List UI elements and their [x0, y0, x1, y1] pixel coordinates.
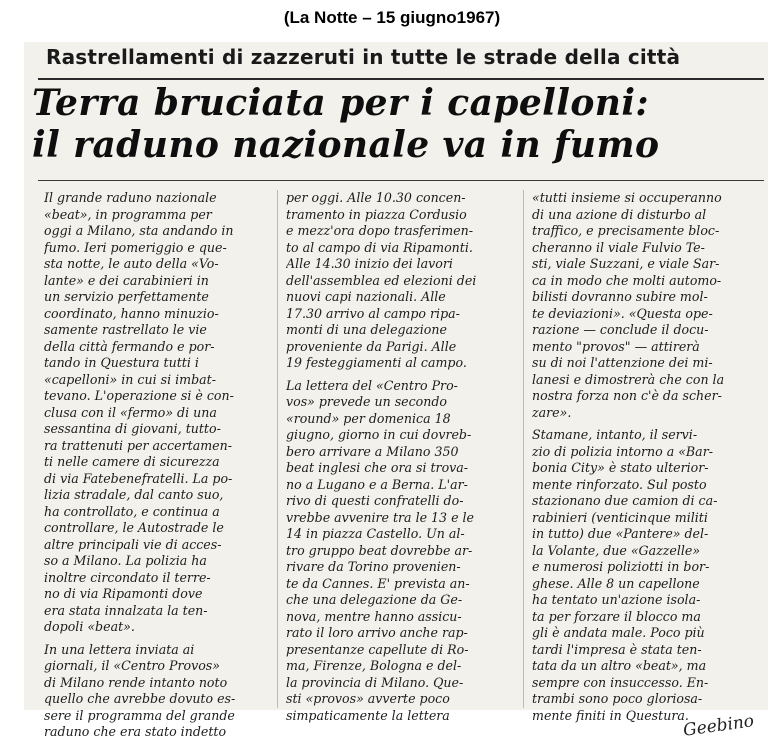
text-line: inoltre circondato il terre- [44, 569, 211, 585]
text-line: zio di polizia intorno a «Bar- [532, 443, 713, 459]
main-headline [32, 82, 768, 166]
text-line: vos» prevede un secondo [286, 394, 448, 409]
text-line: stazionano due camion di ca- [532, 493, 718, 508]
text-line: beat inglesi che ora si trova- [286, 460, 469, 475]
text-line: presentanze capellute di Ro- [286, 641, 469, 657]
headline-line: il raduno nazionale va in fumo [32, 124, 660, 166]
text-line: sessantina di giovani, tutto- [44, 421, 221, 436]
text-line: mente finiti in Questura. [532, 707, 689, 723]
article-column-3 [532, 190, 766, 724]
text-line: tando in Questura tutti i [44, 355, 199, 370]
text-line: su di noi l'attenzione dei mi- [532, 355, 713, 370]
text-line: simpaticamente la lettera [286, 707, 450, 723]
text-line: sta notte, le auto della «Vo- [44, 256, 219, 271]
text-line: clusa con il «fermo» di una [44, 404, 217, 420]
text-line: mente rinforzato. Sul posto [532, 476, 707, 492]
text-line: Stamane, intanto, il servi- [532, 427, 698, 442]
text-line: ha tentato un'azione isola- [532, 592, 701, 607]
text-line: ti nelle camere di sicurezza [44, 454, 220, 469]
text-line: ca in modo che molti automo- [532, 272, 722, 288]
text-line: ra trattenuti per accertamen- [44, 437, 232, 453]
text-line: bonia City» è stato ulterior- [532, 460, 709, 475]
text-line: coordinato, hanno minuzio- [44, 305, 219, 321]
text-line: ghese. Alle 8 un capellone [532, 575, 700, 591]
text-line: rato il loro arrivo anche rap- [286, 625, 468, 640]
text-line: no a Lugano e a Berna. L'ar- [286, 476, 468, 492]
text-line: «tutti insieme si occuperanno [532, 190, 722, 205]
text-line: 17.30 arrivo al campo ripa- [286, 305, 460, 321]
text-line: traffico, e precisamente bloc- [532, 223, 720, 238]
text-line: sti «provos» avverte poco [286, 691, 450, 706]
text-line: sempre con insuccesso. En- [532, 674, 709, 690]
text-line: 14 in piazza Castello. Un al- [286, 526, 465, 541]
text-line: vrebbe avvenire tra le 13 e le [286, 509, 475, 525]
text-line: la Volante, due «Gazzelle» [532, 542, 701, 558]
divider-rule [38, 78, 764, 80]
text-line: to al campo di via Ripamonti. [286, 239, 473, 255]
text-line: no di via Ripamonti dove [44, 586, 203, 601]
text-line: tevano. L'operazione si è con- [44, 388, 234, 403]
text-line: lizia stradale, dal canto suo, [44, 487, 224, 502]
column-divider [523, 190, 524, 708]
text-line: lante» e dei carabinieri in [44, 272, 209, 288]
text-line: altre principali vie di acces- [44, 536, 222, 552]
text-line: tramento in piazza Cordusio [286, 206, 467, 222]
text-line: quello che avrebbe dovuto es- [44, 691, 236, 706]
text-line: dopoli «beat». [44, 619, 135, 634]
text-line: so a Milano. La polizia ha [44, 553, 207, 568]
text-line: per oggi. Alle 10.30 concen- [286, 190, 466, 205]
text-line: e numerosi poliziotti in bor- [532, 559, 710, 574]
text-line: tro gruppo beat dovrebbe ar- [286, 542, 473, 558]
text-line: proveniente da Parigi. Alle [286, 338, 457, 354]
text-line: rabinieri (venticinque militi [532, 509, 708, 525]
text-line: di Milano rende intanto noto [44, 674, 228, 690]
text-line: di via Fatebenefratelli. La po- [44, 470, 233, 486]
text-line: raduno che era stato indetto [44, 724, 227, 739]
text-line: oggi a Milano, sta andando in [44, 223, 234, 238]
text-line: gli è andata male. Poco più [532, 625, 705, 640]
source-caption: (La Notte – 15 giugno1967) [283, 8, 501, 27]
text-line: razione — conclude il docu- [532, 322, 709, 337]
text-line: ma, Firenze, Bologna e del- [286, 658, 462, 673]
text-line: «capelloni» in cui si imbat- [44, 371, 216, 387]
text-line: zare». [532, 404, 572, 420]
text-line: La lettera del «Centro Pro- [286, 377, 458, 393]
text-line: nostra forza non c'è da scher- [532, 388, 722, 403]
text-line: tata da un altro «beat», ma [532, 658, 707, 673]
text-line: nova, mentre hanno assicu- [286, 608, 462, 624]
text-line: controllare, le Autostrade le [44, 520, 224, 535]
text-line: dell'assemblea ed elezioni dei [286, 272, 477, 288]
text-line: in tutto) due «Pantere» del- [532, 526, 709, 541]
text-line: la provincia di Milano. Que- [286, 674, 464, 690]
text-line: Il grande raduno nazionale [44, 190, 217, 205]
text-line: era stata innalzata la ten- [44, 602, 208, 618]
text-line: che una delegazione da Ge- [286, 592, 463, 607]
text-line: rivare da Torino provenien- [286, 559, 461, 574]
text-line: bero arrivare a Milano 350 [286, 443, 459, 459]
text-line: di una azione di disturbo al [532, 206, 707, 222]
text-line: monti di una delegazione [286, 322, 447, 337]
text-line: cheranno il viale Fulvio Te- [532, 239, 705, 255]
text-line: «round» per domenica 18 [286, 410, 451, 426]
text-line: «beat», in programma per [44, 206, 212, 222]
text-line: lanesi e dimostrerà che con la [532, 371, 725, 387]
signature: Geebino [681, 711, 756, 741]
column-divider [277, 190, 278, 708]
text-line: tardi l'impresa è stata ten- [532, 641, 702, 657]
text-line: un servizio perfettamente [44, 289, 209, 304]
article-column-1 [44, 190, 278, 741]
text-line: fumo. Ieri pomeriggio e que- [44, 239, 227, 255]
text-line: bilisti dovranno subire mol- [532, 289, 708, 304]
text-line: ha controllato, e continua a [44, 503, 220, 519]
text-line: te da Cannes. E' prevista an- [286, 575, 470, 591]
text-line: rivo di questi confratelli do- [286, 493, 464, 508]
text-line: sti, viale Suzzani, e viale Sar- [532, 256, 720, 271]
text-line: ta per forzare il blocco ma [532, 608, 701, 624]
text-line: della città fermando e por- [44, 338, 215, 354]
text-line: te deviazioni». «Questa ope- [532, 305, 713, 321]
text-line: 19 festeggiamenti al campo. [286, 355, 467, 370]
headline-line: Terra bruciata per i capelloni: [32, 82, 650, 124]
text-line: trambi sono poco gloriosa- [532, 691, 703, 706]
text-line: In una lettera inviata ai [44, 641, 195, 657]
text-line: mento "provos" — attirerà [532, 338, 700, 354]
text-line: e mezz'ora dopo trasferimen- [286, 223, 473, 238]
text-line: giornali, il «Centro Provos» [44, 658, 220, 673]
divider-rule [38, 180, 764, 181]
text-line: sere il programma del grande [44, 707, 235, 723]
text-line: samente rastrellato le vie [44, 322, 207, 337]
text-line: Alle 14.30 inizio dei lavori [286, 256, 453, 271]
article-column-2 [286, 190, 520, 724]
text-line: giugno, giorno in cui dovreb- [286, 427, 472, 442]
kicker-headline: Rastrellamenti di zazzeruti in tutte le strade della città [46, 45, 681, 69]
text-line: nuovi capi nazionali. Alle [286, 289, 446, 304]
